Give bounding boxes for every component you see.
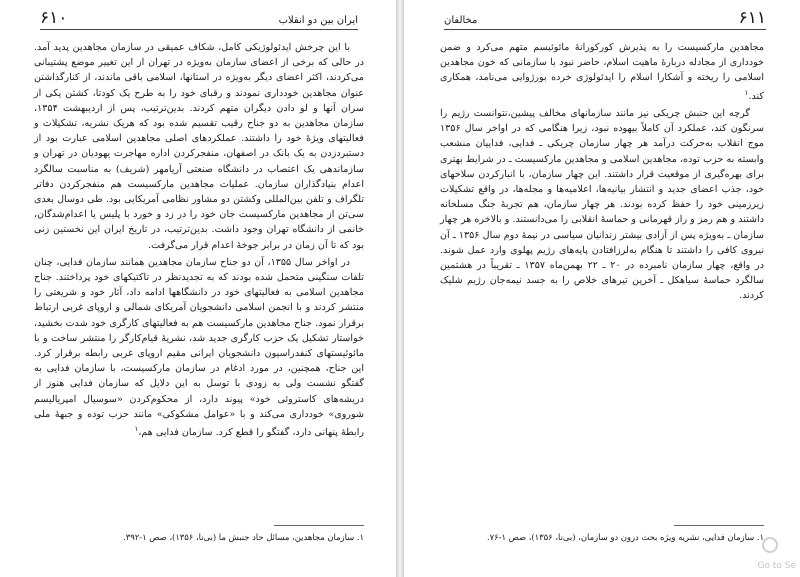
- paragraph: با این چرخش ایدئولوژیکی کامل، شکاف عمیقی در سازمان مجاهدین پدید آمد. در حالی که برخی از اعضای سازمان به‌ویژه در تهران از این تغییر موضع پشتیبانی می‌کردند، اکثر اعضای دیگر به‌ویژه در استانها، اسلامی باقی ماندند، از کنارگذاشتن عنوان مجاهدین خودداری نمودند و رقبای خود را به طرح یک کودتا، کشتن یکی از سران آنها و لو دادن دیگران متهم کردند. بدین‌ترتیب، پس از اردیبهشت ۱۳۵۴، سازمان مجاهدین به دو جناح رقیب تقسیم شده بود که هریک نشریه، تشکیلات و فعالیتهای ویژهٔ خود را داشتند. عملکردهای اصلی مجاهدین اسلامی عبارت بود از دستبردزدن به یک بانک در اصفهان، منفجرکردن اداره مهاجرت یهودیان در تهران و سازماندهی یک اعتصاب در دانشگاه صنعتی آریامهر (شریف) به مناسبت سالگرد اعدام بنیادگذاران سازمان. عملیات مجاهدین مارکسیست هم منفجرکردن دفاتر تلگراف و تلفن بین‌المللی وکشتن دو مشاور نظامی آمریکایی بود. طی دوسال بعدی سی‌تن از مجاهدین مارکسیست جان خود را در زد و خورد با پلیس یا اعدام‌شدگان، خانمی از دانشگاه تهران وجود داشت. بدین‌ترتیب، در تاریخ ایران این نخستین زنی بود که تا آن زمان در برابر جوخهٔ اعدام قرار می‌گرفت.: [34, 42, 364, 251]
- page-number: ۶۱۰: [40, 8, 68, 28]
- footnote-rule: [674, 525, 764, 526]
- right-page-body: [440, 40, 764, 306]
- running-head: مخالفان: [444, 15, 478, 26]
- right-page: [404, 0, 800, 577]
- paragraph-text: مجاهدین مارکسیست را به پذیرش کورکورانهٔ مائوئیسم متهم می‌کرد و ضمن خودداری از مجادله دربارهٔ ماهیت اسلام، حاضر نبود با سازمانی که خون مجاهدین اسلامی را ریخته و آشکارا اسلام را ایدئولوژی خرده بورژوایی می‌نامد، همکاری کند.: [440, 42, 764, 102]
- footnote: ۱. سازمان مجاهدین، مسائل حاد جنبش ما (بی‌نا، ۱۳۵۶)، صص ۱-۳۹۲.: [123, 532, 364, 542]
- right-page-header: [444, 8, 766, 30]
- paragraph-text: در اواخر سال ۱۳۵۵، آن دو جناح سازمان مجاهدین همانند سازمان فدایی، چنان تلفات سنگینی متحمل شده بودند که به تجدیدنظر در تاکتیکهای خود پرداختند. جناح مجاهدین اسلامی به فعالیتهای خود در دانشگاهها ادامه داد، آثار خود و شریعتی را منتشر کردند و با انجمن اسلامی دانشجویان آمریکای شمالی و اروپای غربی ارتباط برقرار نمود. جناح مجاهدین مارکسیست هم به فعالیتهای کارگری خود شدت بخشید، خواستار تشکیل یک حزب کارگری جدید شد، نشریهٔ قیام‌کارگر را منتشر ساخت و با مائوئیستهای کنفدراسیون دانشجویان ایرانی مقیم اروپای غربی رابطه برقرار کرد. این جناح، همچنین، در مورد ادغام در سازمان مارکسیست، با سازمان فدایی به گفتگو نشست ولی به زودی با توسل به این دلایل که سازمان فدایی هنوز از دریشه‌های کاستروئی خود» پیوند دارد، از محکوم‌کردن «سوسیال امپریالیسم شوروی» خودداری می‌کند و با «عوامل مشکوکی» مانند حزب توده و جبههٔ ملی رابطهٔ پنهانی دارد، گفتگو را قطع کرد. سازمان فدایی هم،: [34, 256, 364, 439]
- paragraph: [34, 255, 364, 441]
- page-number: ۶۱۱: [738, 8, 766, 28]
- book-gutter: [396, 0, 404, 577]
- left-page-header: [40, 8, 358, 30]
- paragraph: [440, 40, 764, 104]
- footnote-mark: ۱: [134, 425, 139, 434]
- running-head: ایران بین دو انقلاب: [278, 15, 358, 26]
- footnote-mark: ۱: [744, 88, 749, 97]
- header-rule: [444, 29, 766, 30]
- header-rule: [40, 29, 358, 30]
- footnote-rule: [274, 525, 364, 526]
- watermark: Go to Se: [757, 561, 796, 571]
- footnote: ۱. سازمان فدایی، نشریه ویژه بحث درون دو سازمان، (بی‌نا، ۱۳۵۶)، صص ۱-۷۶.: [486, 532, 764, 542]
- left-page-body: [34, 40, 364, 442]
- watermark-icon: [762, 537, 778, 553]
- paragraph: گرچه این جنبش چریکی نیز مانند سازمانهای مخالف پیشین،نتوانست رژیم را سرنگون کند، عملکرد آن کاملاً بیهوده نبود، زیرا هنگامی که در اواخر سال ۱۳۵۶ موج انقلاب به‌حرکت درآمد هر چهار سازمان چریکی ـ فدایی، فداییان منشعب وابسته به حزب توده، مجاهدین اسلامی و مجاهدین مارکسیست ـ در شرایط بهتری برای بهره‌گیری از موقعیت قرار داشتند. این چهار سازمان، با انبارکردن سلاحهای خود، جذب اعضای جدید و انتشار بیانیه‌ها، اعلامیه‌ها و مجله‌ها، در واقع تشکیلات زیرزمینی خود را حفظ کرده بودند. هر چهار سازمان، هم تجربهٔ جنگ مسلحانه داشتند و هم رمز و راز قهرمانی و حماسهٔ انقلابی را می‌دانستند. و بالاخره هر چهار سازمان ـ به‌ویژه پس از آزادی بیشتر زندانیان سیاسی در نیمهٔ دوم سال ۱۳۵۶ ـ آن نیروی کافی را داشتند تا هنگام به‌لرزافتادن پایه‌های رژیم پهلوی وارد عمل شوند. در واقع، چهار سازمان نامبرده در ۲۰ ـ ۲۲ بهمن‌ماه ۱۳۵۷ ـ تقریباً در هشتمین سالگرد حماسهٔ سیاهکل ـ آخرین تیرهای خلاص را به جسد نیمه‌جان رژیم شلیک کردند.: [440, 108, 764, 302]
- left-page: [0, 0, 396, 577]
